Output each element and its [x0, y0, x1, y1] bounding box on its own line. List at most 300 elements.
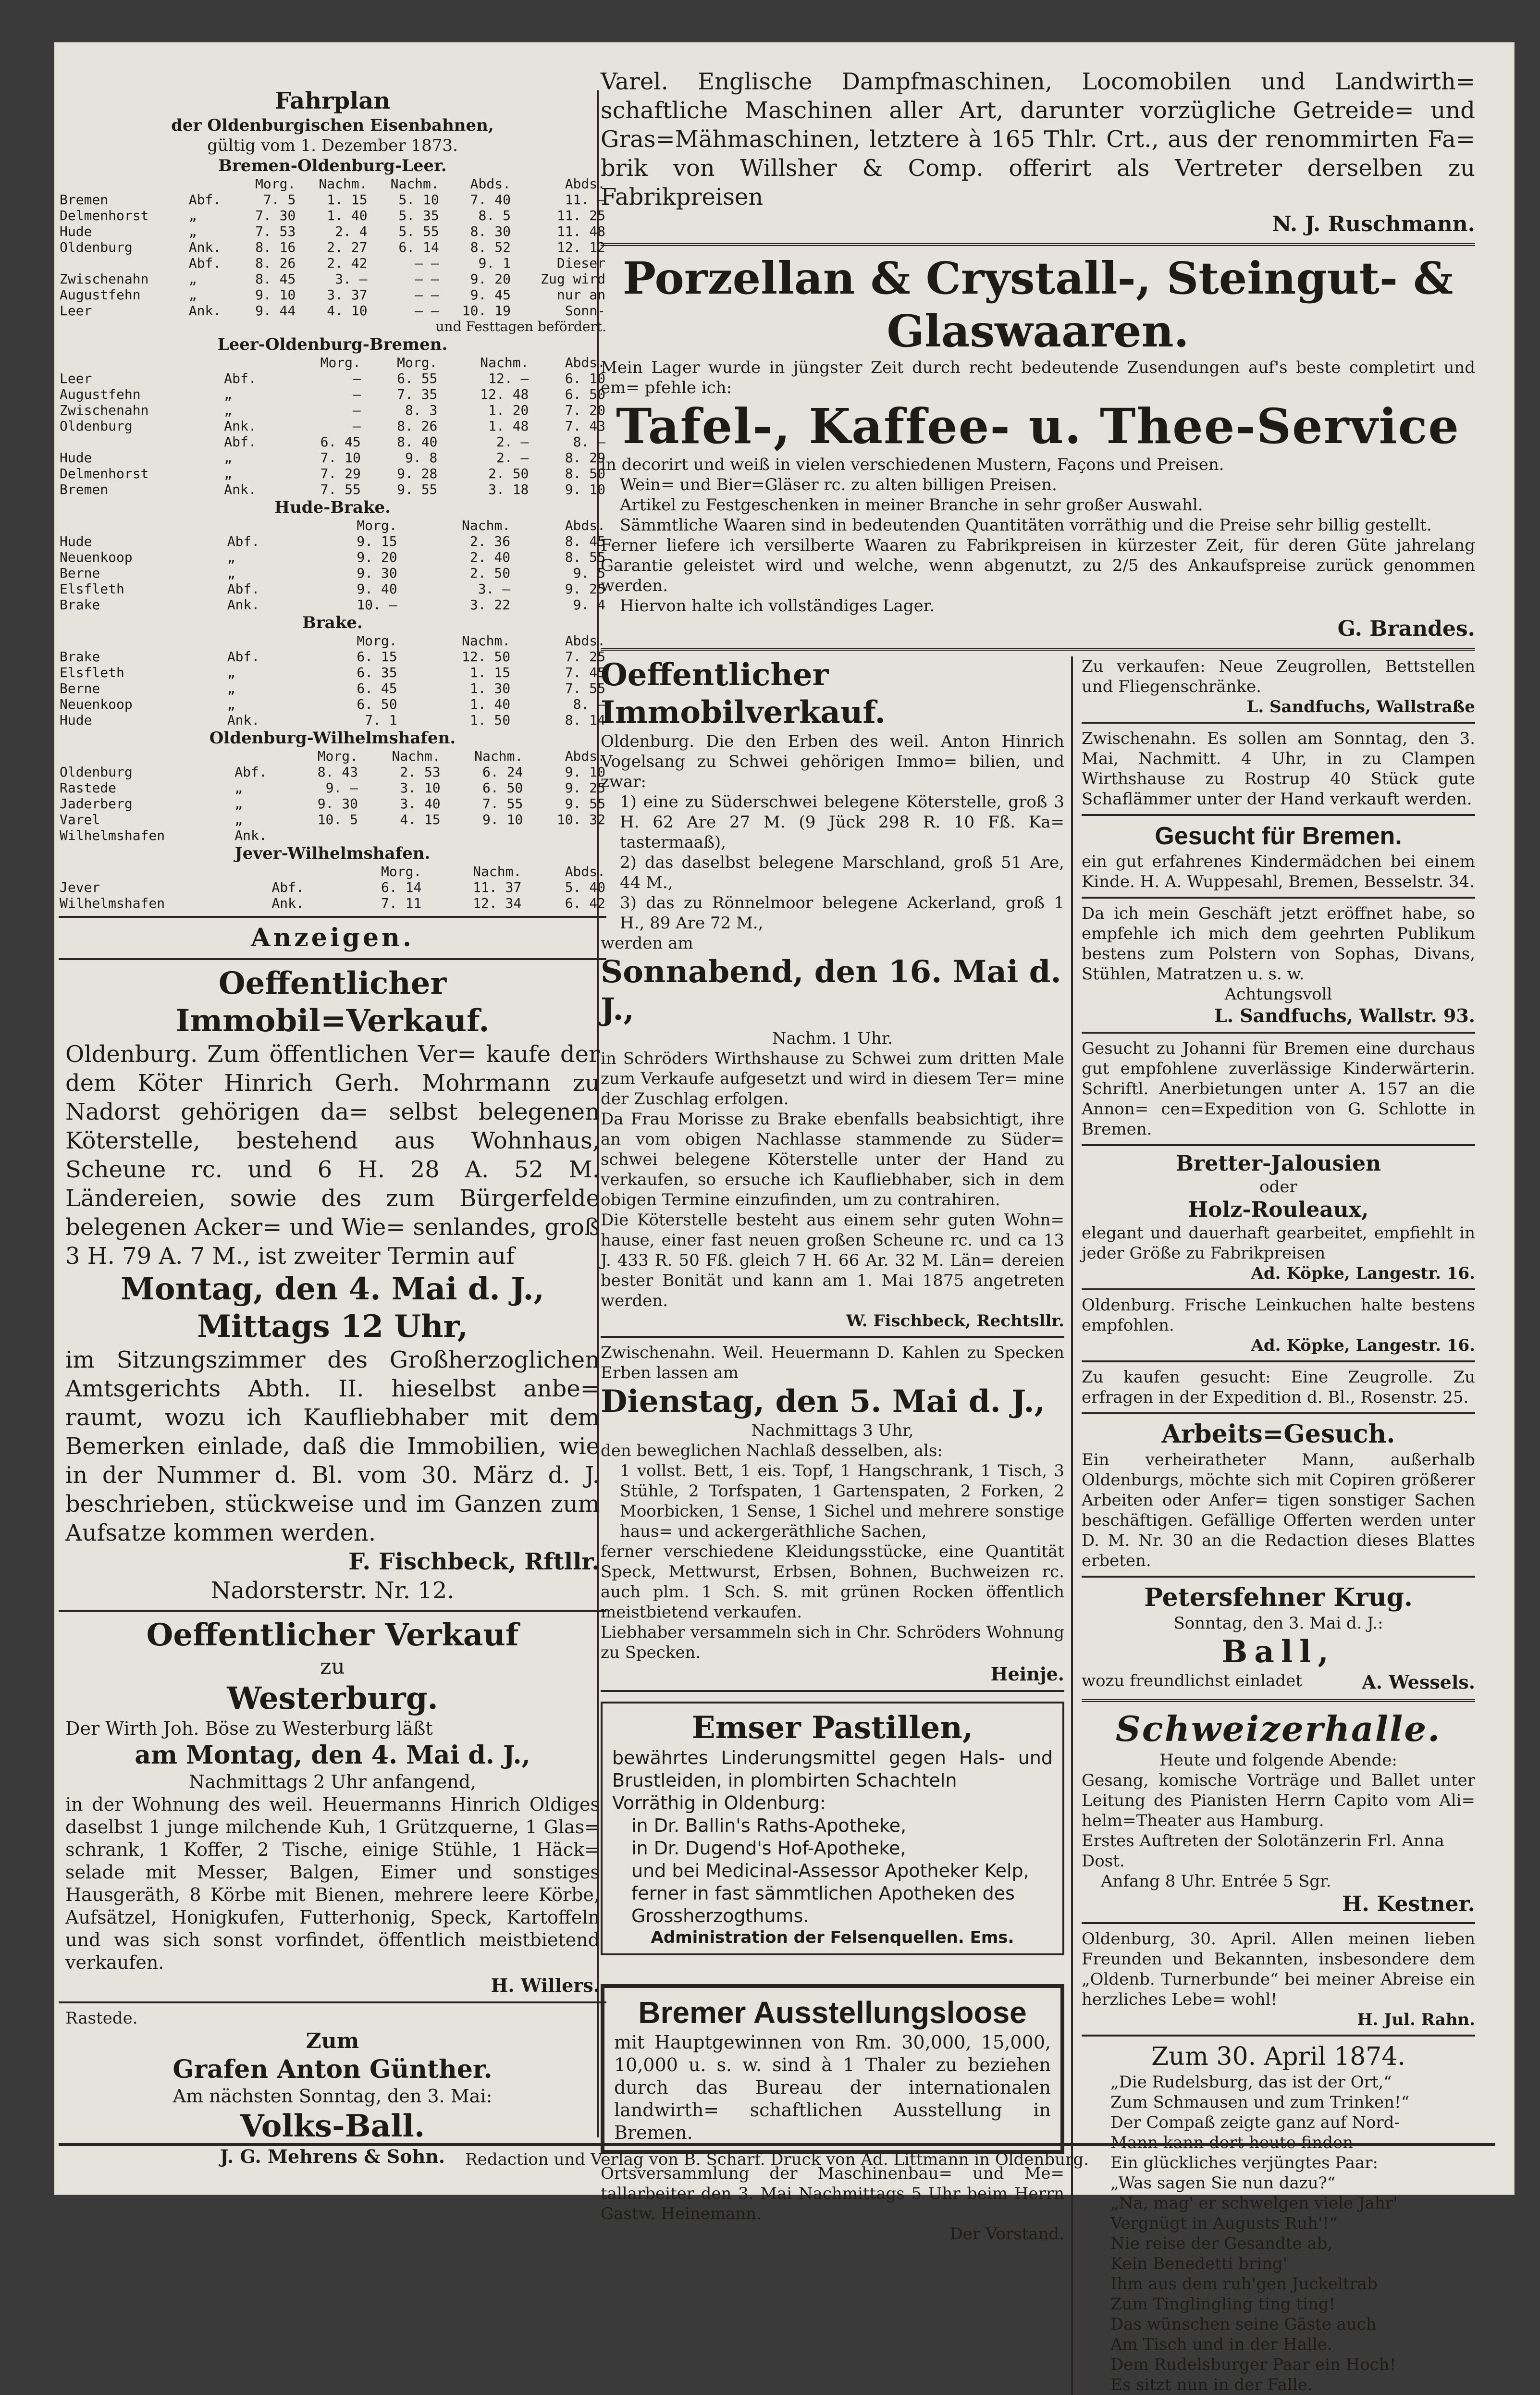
fahrplan-cell: 3. 40: [400, 796, 441, 812]
fahrplan-cell: 2. 50: [469, 565, 511, 581]
fahrplan-cell: 12. 12: [556, 239, 605, 255]
fahrplan-cell: 2. —: [496, 450, 529, 466]
ad-leinkuchen: [1082, 1295, 1475, 1356]
ad-body: Varel. Englische Dampfmaschinen, Locomobilen und Landwirth= schaftliche Maschinen aller Art, darunter vorzügliche Getreide= und Gras=Mähmaschinen, letztere à 165 Thlr. Crt., aus der renommirten Fa= brik von Willsher & Comp. offerirt als Vertreter derselben zu Fabrikpreisen: [601, 68, 1475, 210]
fahrplan-cell: 6. 14: [381, 879, 422, 895]
ad-signer: N. J. Ruschmann.: [1272, 212, 1475, 236]
fahrplan-cell: —: [353, 370, 361, 386]
fahrplan-cell: 7. 35: [397, 386, 438, 402]
fahrplan-cell: „: [234, 812, 243, 827]
ad-line: Gesang, komische Vorträge und Ballet unter Leitung des Pianisten Herrn Capito vom Ali= helm=Theater aus Hamburg.: [1082, 1771, 1475, 1830]
ad-address: Nadorsterstr. Nr. 12.: [210, 1577, 455, 1604]
fahrplan-cell: „: [234, 796, 243, 812]
fahrplan-cell: Abf.: [271, 879, 304, 895]
fahrplan-cell: Zug wird: [541, 271, 605, 287]
fahrplan-cell: 6. 10: [565, 370, 605, 386]
fahrplan-cell: 10. 5: [317, 812, 358, 827]
fahrplan-table: [59, 176, 606, 319]
poem: [1082, 2072, 1475, 2395]
fahrplan-cell: „: [188, 208, 197, 223]
poem-line: Zum Tinglingling ting ting!: [1110, 2295, 1336, 2314]
fahrplan-cell: 2. 4: [335, 223, 368, 239]
fahrplan-cell: Ank.: [227, 597, 260, 613]
fahrplan-row: [59, 812, 606, 827]
ad-signer: Der Vorstand.: [949, 2224, 1064, 2244]
fahrplan-cell: 1. 40: [469, 696, 511, 712]
fahrplan-column-header: [59, 518, 226, 533]
fahrplan-cell: 9. 5: [573, 565, 605, 581]
ad-heading: zu: [320, 1654, 345, 1679]
fahrplan-cell: 12. 50: [462, 649, 511, 665]
ad-list-item: 1) eine zu Süderschwei belegene Köterstelle, groß 3 H. 62 Are 27 M. (9 Jück 298 R. 10 Fß. Ka= tastermaaß),: [620, 792, 1064, 852]
fahrplan-column-header: Nachm.: [392, 748, 441, 764]
ad-signer: Ad. Köpke, Langestr. 16.: [1251, 1264, 1475, 1283]
anzeigen-title: Anzeigen.: [251, 923, 414, 952]
ad-line: Artikel zu Festgeschenken in meiner Branche in sehr großer Auswahl.: [620, 495, 1203, 515]
fahrplan-cell: 7. 55: [482, 796, 523, 812]
fahrplan-cell: 12. 48: [480, 386, 529, 402]
fahrplan-cell: 6. 50: [565, 386, 605, 402]
fahrplan-column-header: Abds.: [565, 633, 605, 649]
fahrplan-column-header: Morg.: [255, 176, 296, 192]
fahrplan-cell: 8. 29: [565, 450, 605, 466]
left-column: [59, 86, 606, 2168]
fahrplan-column-header: Morg.: [357, 633, 397, 649]
fahrplan-column-header: [59, 176, 188, 192]
fahrplan-cell: Jever: [60, 879, 100, 895]
fahrplan-cell: 6. 14: [398, 239, 439, 255]
ad-signer: H. Jul. Rahn.: [1357, 2010, 1475, 2029]
fahrplan-cell: 12. 34: [473, 895, 522, 911]
fahrplan-cell: Wilhelmshafen: [60, 895, 165, 911]
ad-heading: Arbeits=Gesuch.: [1161, 1420, 1395, 1449]
ad-heading: Ball,: [1221, 1634, 1335, 1670]
fahrplan-column-header: [59, 355, 223, 370]
fahrplan-cell: Ank.: [188, 239, 222, 255]
fahrplan-cell: 9. 25: [565, 780, 605, 796]
fahrplan-cell: Wilhelmshafen: [60, 827, 165, 843]
ad-line: oder: [1259, 1177, 1297, 1197]
fahrplan-column-header: Nachm.: [480, 355, 529, 370]
fahrplan-title: Fahrplan: [274, 87, 391, 114]
fahrplan-cell: 7. 55: [565, 680, 605, 696]
fahrplan-row: [59, 565, 606, 581]
fahrplan-cell: 5. 55: [398, 223, 439, 239]
fahrplan-column-header: Morg.: [397, 355, 438, 370]
fahrplan-row: [59, 223, 606, 239]
ad-line: 1 vollst. Bett, 1 eis. Topf, 1 Hangschrank, 1 Tisch, 3 Stühle, 2 Torfspaten, 1 Gartenspaten, 2 Forken, 2 Moorbicken, 1 Sense, 1 Sichel und mehrere sonstige haus= und ackergeräthliche Sachen,: [620, 1461, 1064, 1541]
fahrplan-cell: Abf.: [188, 255, 222, 271]
ad-date: Sonnabend, den 16. Mai d. J.,: [601, 954, 1061, 1027]
ad-intro: Mein Lager wurde in jüngster Zeit durch recht bedeutende Zusendungen auf's beste completirt und em= pfehle ich:: [601, 358, 1475, 397]
ad-bremer-loose: [601, 1984, 1064, 2154]
fahrplan-row: [59, 827, 606, 843]
ad-subcolumn-right: [1071, 656, 1475, 2395]
fahrplan-cell: 9. 20: [470, 271, 511, 287]
ad-jalousien: [1082, 1151, 1475, 1284]
fahrplan-cell: Jaderberg: [60, 796, 133, 812]
ad-line: Sämmtliche Waaren sind in bedeutenden Quantitäten vorräthig und die Preise sehr billig gestellt.: [620, 516, 1432, 535]
fahrplan-cell: Sonn-: [565, 303, 605, 319]
ad-heading: Glaswaaren.: [887, 305, 1189, 357]
ad-line: werden am: [601, 934, 693, 953]
fahrplan-cell: 9. 15: [357, 533, 397, 549]
fahrplan-cell: 7. 29: [320, 466, 361, 481]
fahrplan-cell: 7. 55: [320, 481, 361, 497]
ad-line: bewährtes Linderungsmittel gegen Hals- und Brustleiden, in plombirten Schachteln: [612, 1747, 1053, 1791]
fahrplan-cell: Bremen: [60, 481, 109, 497]
ad-body: im Sitzungszimmer des Großherzoglichen Amtsgerichts Abth. II. hieselbst anbe= raumt, wozu ich Kaufliebhaber mit dem Bemerken einlade, daß die Immobilien, wie in der Nummer d. Bl. vom 30. März d. J. beschrieben, stückweise und im Ganzen zum Aufsatze kommen werden.: [65, 1346, 600, 1546]
fahrplan-cell: 9. 40: [357, 581, 397, 597]
fahrplan-cell: — —: [415, 271, 439, 287]
fahrplan-cell: Hude: [60, 533, 92, 549]
ad-time: Mittags 12 Uhr,: [197, 1309, 468, 1345]
fahrplan-cell: 6. 15: [357, 649, 397, 665]
ad-date: Dienstag, den 5. Mai d. J.,: [601, 1383, 1045, 1420]
fahrplan-cell: 6. 42: [565, 895, 605, 911]
fahrplan-cell: 1. 50: [469, 712, 511, 728]
poem-line: „Die Rudelsburg, das ist der Ort,“: [1110, 2073, 1392, 2092]
fahrplan-cell: 8. 5: [478, 208, 511, 223]
ad-heading: Emser Pastillen,: [691, 1710, 973, 1746]
ad-line: Erstes Auftreten der Solotänzerin Frl. Anna Dost.: [1082, 1831, 1444, 1871]
fahrplan-cell: 8. 45: [255, 271, 296, 287]
fahrplan-cell: 8. 30: [470, 223, 511, 239]
fahrplan-cell: 1. 15: [327, 192, 368, 208]
fahrplan-column-header: Abds.: [565, 176, 605, 192]
ad-line: Hiervon halte ich vollständiges Lager.: [620, 596, 935, 616]
fahrplan-row: [59, 796, 606, 812]
ad-body: Da ich mein Geschäft jetzt eröffnet habe, so empfehle ich mich dem geehrten Publikum bestens zum Polstern von Sophas, Divans, Stühlen, Matratzen u. s. w.: [1082, 904, 1475, 984]
fahrplan-cell: 1. 48: [488, 418, 529, 434]
fahrplan-cell: 10. —: [357, 597, 397, 613]
fahrplan-row: [59, 680, 606, 696]
ad-intro: Zwischenahn. Weil. Heuermann D. Kahlen zu Specken Erben lassen am: [601, 1343, 1064, 1383]
fahrplan-cell: 7. 45: [565, 665, 605, 680]
fahrplan-table: [59, 355, 606, 497]
ad-heading: Petersfehner Krug.: [1144, 1583, 1413, 1612]
ad-line: und bei Medicinal-Assessor Apotheker Kelp, ferner in fast sämmtlichen Apotheken des Grossherzogthums.: [631, 1860, 1029, 1926]
fahrplan-cell: 3. —: [478, 581, 511, 597]
fahrplan-table: [59, 633, 606, 728]
fahrplan-cell: 9. 30: [357, 565, 397, 581]
fahrplan-cell: 6. 45: [320, 434, 361, 450]
right-column: [601, 67, 1475, 2395]
fahrplan-row: [59, 879, 606, 895]
fahrplan-cell: 7. 43: [565, 418, 605, 434]
fahrplan-section-heading: Oldenburg-Wilhelmshafen.: [209, 728, 456, 748]
fahrplan-cell: 9. 44: [255, 303, 296, 319]
fahrplan-row: [59, 649, 606, 665]
fahrplan-column-header: Abds.: [565, 355, 605, 370]
ad-heading: Westerburg.: [227, 1680, 438, 1716]
fahrplan-cell: Leer: [60, 370, 92, 386]
ad-zu-verkaufen: [1082, 656, 1475, 717]
fahrplan-section-heading: Bremen-Oldenburg-Leer.: [218, 156, 447, 175]
fahrplan-cell: Ank.: [224, 418, 257, 434]
ad-big-heading: Tafel-, Kaffee- u. Thee-Service: [616, 398, 1460, 455]
poem-line: Es sitzt nun in der Falle.: [1110, 2375, 1313, 2395]
ad-list-item: 2) das daselbst belegene Marschland, groß 51 Are, 44 M.,: [620, 853, 1064, 892]
ad-line: ferner verschiedene Kleidungsstücke, eine Quantität Speck, Mettwurst, Erbsen, Bohnen, Buchweizen rc. auch plm. 1 Sch. S. mit grünen Rocken öffentlich meistbietend verkaufen.: [601, 1542, 1064, 1622]
ad-body: elegant und dauerhaft gearbeitet, empfiehlt in jeder Größe zu Fabrikpreisen: [1082, 1223, 1475, 1263]
fahrplan-cell: 1. 30: [469, 680, 511, 696]
fahrplan-cell: Bremen: [60, 192, 109, 208]
fahrplan-row: [59, 533, 606, 549]
fahrplan-row: [59, 764, 606, 780]
ad-line: in Dr. Ballin's Raths-Apotheke,: [631, 1815, 907, 1836]
fahrplan-cell: 6. 50: [357, 696, 397, 712]
poem-line: Mann kann dort heute finden: [1110, 2133, 1353, 2152]
fahrplan-cell: 7. 10: [320, 450, 361, 466]
fahrplan-cell: 9. 4: [573, 597, 605, 613]
fahrplan-cell: 3. —: [335, 271, 368, 287]
poem-line: „Na, mag' er schwelgen viele Jahr': [1110, 2194, 1398, 2213]
fahrplan-section-heading: Hude-Brake.: [274, 498, 391, 517]
ad-heading: Oeffentlicher Immobilverkauf.: [601, 657, 886, 730]
ad-heading: Volks-Ball.: [240, 2108, 425, 2144]
poem-line: „Was sagen Sie nun dazu?“: [1110, 2173, 1336, 2193]
fahrplan-cell: 8. —: [573, 696, 605, 712]
ad-petersfehner-krug: [1082, 1582, 1475, 1693]
ad-item-list: [601, 792, 1064, 933]
ad-zwischenahn: [601, 1343, 1064, 1685]
fahrplan-row: [59, 712, 606, 728]
fahrplan-row: [59, 665, 606, 680]
ad-signer: L. Sandfuchs, Wallstraße: [1246, 697, 1475, 716]
fahrplan-cell: Hude: [60, 450, 92, 466]
fahrplan-column-header: Morg.: [357, 518, 397, 533]
fahrplan-cell: Delmenhorst: [60, 466, 149, 481]
fahrplan-cell: 12. —: [488, 370, 529, 386]
fahrplan-row: [59, 386, 606, 402]
fahrplan-cell: „: [188, 223, 197, 239]
ad-intro: Oldenburg. Die den Erben des weil. Anton Hinrich Vogelsang zu Schwei gehörigen Immo= bilien, und zwar:: [601, 732, 1064, 791]
fahrplan-cell: [290, 827, 359, 843]
fahrplan-cell: 8. 45: [565, 533, 605, 549]
ad-signer: Administration der Felsenquellen. Ems.: [651, 1928, 1014, 1947]
fahrplan-cell: —: [353, 386, 361, 402]
fahrplan-cell: Varel: [60, 812, 100, 827]
ad-gesucht-bremen: [1082, 821, 1475, 892]
ad-body: mit Hauptgewinnen von Rm. 30,000, 15,000, 10,000 u. s. w. sind à 1 Thaler zu beziehen durch das Bureau der internationalen landwirth= schaftlichen Ausstellung in Bremen.: [614, 2032, 1051, 2143]
fahrplan-row: [59, 481, 606, 497]
fahrplan-cell: Augustfehn: [60, 287, 141, 303]
fahrplan-cell: 8. 26: [255, 255, 296, 271]
ad-body: in der Wohnung des weil. Heuermanns Hinrich Oldiges daselbst 1 junge milchende Kuh, 1 Grützquerne, 1 Glas= schrank, 1 Koffer, 2 Tische, einige Stühle, 1 Häck= selade mit Messer, Balgen, Eimer und sonstiges Hausgeräth, 8 Körbe mit Bienen, mehrere leere Körbe, Aufsätzel, Honigkufen, Futterhonig, Speck, Kartoffeln und was sich sonst vorfindet, öffentlich meistbietend verkaufen.: [65, 1794, 600, 1973]
ad-heading: Gesucht für Bremen.: [1155, 822, 1402, 850]
fahrplan-cell: 4. 10: [327, 303, 368, 319]
ad-signer: H. Kestner.: [1342, 1892, 1475, 1916]
fahrplan-column-header: Nachm.: [474, 748, 523, 764]
fahrplan-row: [59, 895, 606, 911]
ad-date: am Montag, den 4. Mai d. J.,: [135, 1741, 530, 1770]
fahrplan-cell: 3. 18: [488, 481, 529, 497]
fahrplan-cell: „: [224, 450, 233, 466]
fahrplan-cell: 7. 1: [365, 712, 397, 728]
ad-westerburg: [59, 1617, 606, 1997]
fahrplan-column-header: [234, 748, 290, 764]
fahrplan-cell: 11. 48: [556, 223, 605, 239]
fahrplan-cell: Abf.: [224, 434, 257, 450]
fahrplan-cell: 3. 37: [327, 287, 368, 303]
fahrplan-cell: 9. 10: [482, 812, 523, 827]
poem-line: Nie reise der Gesandte ab,: [1110, 2234, 1333, 2253]
fahrplan-cell: 2. 27: [327, 239, 368, 255]
fahrplan-cell: Elsfleth: [60, 665, 124, 680]
fahrplan-column-header: Abds.: [470, 176, 511, 192]
ad-place: Rastede.: [65, 2009, 138, 2028]
fahrplan-row: [59, 402, 606, 418]
fahrplan-cell: 11. 25: [556, 208, 605, 223]
fahrplan-row: [59, 434, 606, 450]
poem-line: Der Compaß zeigte ganz auf Nord-: [1110, 2113, 1400, 2132]
fahrplan-cell: „: [224, 402, 233, 418]
fahrplan-cell: 6. 24: [482, 764, 523, 780]
fahrplan-cell: 8. 55: [565, 549, 605, 565]
fahrplan-cell: 7. 11: [381, 895, 422, 911]
fahrplan-cell: 5. 10: [398, 192, 439, 208]
fahrplan-column-header: Nachm.: [390, 176, 439, 192]
fahrplan-cell: 8. 52: [470, 239, 511, 255]
fahrplan-cell: 6. 35: [357, 665, 397, 680]
fahrplan-cell: 7. 25: [565, 649, 605, 665]
ad-line: Liebhaber versammeln sich in Chr. Schröders Wohnung zu Specken.: [601, 1623, 1064, 1662]
ad-heading: Bretter-Jalousien: [1175, 1151, 1381, 1176]
poem-line: Kein Benedetti bring': [1110, 2254, 1288, 2273]
ad-line: Wein= und Bier=Gläser rc. zu alten billigen Preisen.: [620, 475, 1057, 494]
ad-heading: Zum 30. April 1874.: [1151, 2042, 1406, 2071]
fahrplan-row: [59, 549, 606, 565]
ad-body: Die Köterstelle besteht aus einem sehr guten Wohn= hause, einer fast neuen großen Scheune rc. und ca 13 J. 433 R. 50 Fß. gleich 7 H. 66 Ar. 32 M. Län= dereien bester Bonität und kann am 1. Mai 1875 angetreten werden.: [601, 1210, 1064, 1310]
fahrplan-cell: 9. 45: [470, 287, 511, 303]
ad-line: Am nächsten Sonntag, den 3. Mai:: [172, 2086, 493, 2107]
ad-signer: Heinje.: [990, 1663, 1064, 1685]
ad-line: den beweglichen Nachlaß desselben, als:: [601, 1441, 943, 1460]
ad-sandfuchs: [1082, 903, 1475, 1027]
fahrplan-cell: 6. 50: [482, 780, 523, 796]
fahrplan-cell: 10. 32: [556, 812, 605, 827]
fahrplan-cell: Ank.: [224, 481, 257, 497]
fahrplan-sections: [59, 156, 606, 911]
fahrplan-cell: „: [227, 549, 235, 565]
fahrplan-row: [59, 581, 606, 597]
fahrplan-row: [59, 208, 606, 223]
fahrplan-cell: Ank.: [271, 895, 304, 911]
fahrplan-cell: 9. 55: [565, 796, 605, 812]
fahrplan-column-header: Nachm.: [462, 633, 511, 649]
fahrplan-cell: Brake: [60, 649, 100, 665]
ad-list-item: 3) das zu Rönnelmoor belegene Ackerland, groß 1 H., 89 Are 72 M.,: [620, 893, 1064, 933]
fahrplan-table: [59, 748, 606, 843]
fahrplan-column-header: Nachm.: [473, 864, 522, 879]
fahrplan-subtitle: der Oldenburgischen Eisenbahnen,: [171, 116, 494, 135]
fahrplan-cell: 7. 30: [255, 208, 296, 223]
poem-line: Ihm aus dem ruh'gen Juckeltrab: [1110, 2274, 1378, 2294]
fahrplan-cell: Hude: [60, 712, 92, 728]
fahrplan-note: und Festtagen befördert.: [435, 319, 606, 334]
fahrplan-cell: 5. 40: [565, 879, 605, 895]
ad-heading: Immobil=Verkauf.: [175, 1003, 490, 1039]
ad-body: Zu verkaufen: Neue Zeugrollen, Bettstellen und Fliegenschränke.: [1082, 657, 1475, 696]
fahrplan-column-header: Abds.: [565, 518, 605, 533]
ad-body: ein gut erfahrenes Kindermädchen bei einem Kinde. H. A. Wuppesahl, Bremen, Besselstr. 34.: [1082, 852, 1475, 891]
fahrplan-cell: Delmenhorst: [60, 208, 149, 223]
fahrplan-cell: 8. 3: [405, 402, 438, 418]
fahrplan-cell: Ank.: [227, 712, 260, 728]
fahrplan-cell: „: [224, 466, 233, 481]
fahrplan-cell: Augustfehn: [60, 386, 141, 402]
ad-rahn: [1082, 1929, 1475, 2030]
fahrplan-cell: „: [188, 271, 197, 287]
fahrplan-cell: Abf.: [227, 533, 260, 549]
ad-heading: Holz-Rouleaux,: [1188, 1198, 1369, 1222]
fahrplan-cell: 7. 53: [255, 223, 296, 239]
fahrplan-cell: „: [227, 565, 235, 581]
fahrplan-cell: 9. 1: [478, 255, 511, 271]
fahrplan-cell: [524, 827, 606, 843]
fahrplan-cell: 9. 30: [317, 796, 358, 812]
poem-line: Zum Schmausen und zum Trinken!“: [1110, 2093, 1410, 2112]
newspaper-page: [54, 42, 1515, 2395]
fahrplan-cell: 4. 15: [400, 812, 441, 827]
ad-heading: Schweizerhalle.: [1115, 1708, 1441, 1749]
ad-signer: A. Wessels.: [1362, 1671, 1475, 1693]
ad-heading: Bremer Ausstellungsloose: [638, 1995, 1027, 2030]
fahrplan-cell: Oldenburg: [60, 418, 133, 434]
fahrplan-column-header: Nachm.: [319, 176, 368, 192]
fahrplan-cell: [59, 255, 188, 271]
ad-invite: wozu freundlichst einladet: [1082, 1671, 1302, 1691]
fahrplan-cell: 2. 36: [469, 533, 511, 549]
fahrplan-cell: 11. 37: [473, 879, 522, 895]
ad-line: Sonntag, den 3. Mai d. J.:: [1173, 1614, 1383, 1633]
fahrplan-cell: 2. 40: [469, 549, 511, 565]
fahrplan-cell: Ank.: [234, 827, 267, 843]
ad-signer: Ad. Köpke, Langestr. 16.: [1251, 1336, 1475, 1355]
ad-time: Nachmittags 2 Uhr anfangend,: [189, 1771, 476, 1792]
fahrplan-cell: 6. 45: [357, 680, 397, 696]
fahrplan-cell: [442, 827, 524, 843]
fahrplan-row: [59, 370, 606, 386]
fahrplan-cell: Abf.: [188, 192, 222, 208]
fahrplan-cell: 9. 10: [255, 287, 296, 303]
fahrplan-cell: 9. —: [325, 780, 358, 796]
fahrplan-cell: „: [224, 386, 233, 402]
fahrplan-cell: — —: [415, 255, 439, 271]
fahrplan-cell: 1. 20: [488, 402, 529, 418]
fahrplan-cell: 9. 25: [565, 581, 605, 597]
fahrplan: [59, 86, 606, 911]
fahrplan-cell: Abf.: [234, 764, 267, 780]
ad-gedicht: [1082, 2041, 1475, 2395]
fahrplan-cell: 8. 14: [565, 712, 605, 728]
fahrplan-section-heading: Leer-Oldenburg-Bremen.: [217, 335, 448, 354]
ad-signer: W. Fischbeck, Rechtsllr.: [846, 1311, 1064, 1331]
fahrplan-section-heading: Jever-Wilhelmshafen.: [234, 844, 431, 863]
ad-heading: Zum: [306, 2029, 359, 2053]
ad-ortsversammlung: [601, 2163, 1064, 2244]
ad-clampen: Zwischenahn. Es sollen am Sonntag, den 3. Mai, Nachmitt. 4 Uhr, in zu Clampen Wirthshause zu Rostrup 40 Stück gute Schaflämmer unter der Hand verkauft werden.: [1082, 729, 1475, 809]
ad-immobilverkauf: [601, 656, 1064, 1331]
fahrplan-cell: Leer: [60, 303, 92, 319]
poem-line: Vergnügt in Augusts Ruh'!“: [1110, 2214, 1338, 2233]
poem-line: Am Tisch und in der Halle.: [1110, 2335, 1332, 2354]
ad-body: Ortsversammlung der Maschinenbau= und Me= tallarbeiter den 3. Mai Nachmittags 5 Uhr beim Herrn Gastw. Heinemann.: [601, 2164, 1064, 2223]
fahrplan-cell: 7. 40: [470, 192, 511, 208]
imprint-footer: Redaction und Verlag von B. Scharf. Druck von Ad. Littmann in Oldenburg.: [59, 2143, 1495, 2169]
fahrplan-row: [59, 255, 606, 271]
